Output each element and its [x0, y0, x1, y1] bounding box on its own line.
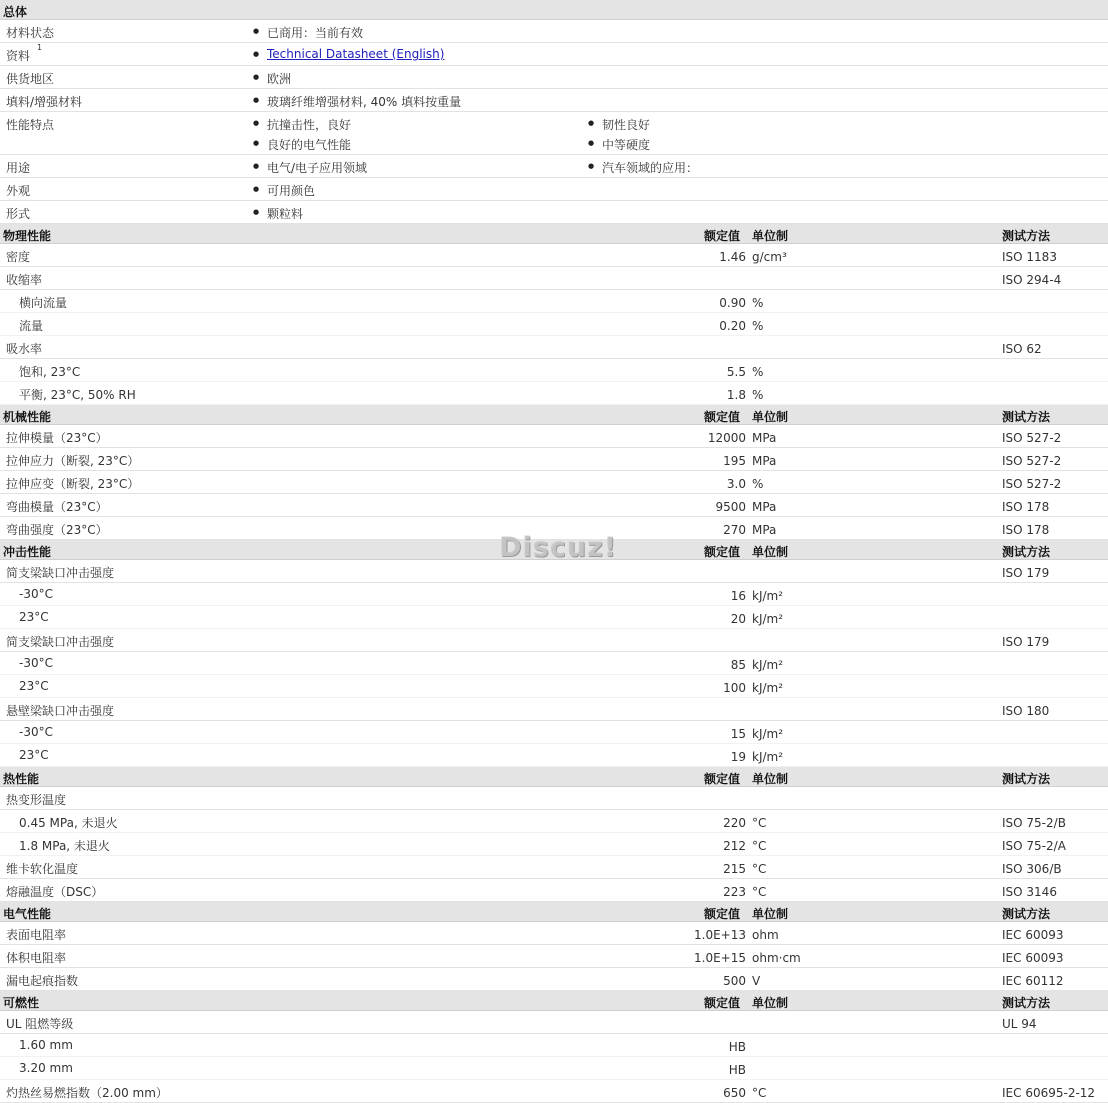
property-unit: kJ/m² [752, 750, 784, 764]
section-title: 电气性能 [3, 907, 52, 921]
property-label: 灼热丝易燃指数（2.00 mm） [6, 1086, 168, 1100]
property-label: 简支梁缺口冲击强度 [6, 566, 115, 580]
general-row [0, 20, 1108, 43]
property-row [0, 945, 1108, 968]
test-method: ISO 527-2 [1002, 431, 1062, 445]
property-unit: g/cm³ [752, 250, 787, 264]
property-unit: °C [752, 862, 767, 876]
header-method: 测试方法 [1002, 907, 1051, 921]
header-value: 额定值 [704, 772, 741, 786]
section-title: 可燃性 [3, 996, 40, 1010]
property-unit: % [752, 319, 764, 333]
property-row [0, 1034, 1108, 1057]
test-method: ISO 527-2 [1002, 477, 1062, 491]
property-unit: °C [752, 1086, 767, 1100]
test-method: IEC 60695-2-12 [1002, 1086, 1096, 1100]
section-title: 物理性能 [3, 229, 52, 243]
property-value: 1.46 [719, 250, 746, 264]
section-title: 机械性能 [3, 410, 52, 424]
test-method: IEC 60093 [1002, 951, 1064, 965]
property-label: -30°C [19, 725, 53, 739]
property-label: 收缩率 [6, 273, 43, 287]
property-label: 密度 [6, 250, 31, 264]
test-method: ISO 62 [1002, 342, 1042, 356]
general-value: ● 玻璃纤维增强材料, 40% 填料按重量 [267, 93, 461, 110]
general-row [0, 112, 1108, 155]
property-label: 3.20 mm [19, 1061, 73, 1075]
header-unit: 单位制 [752, 410, 789, 424]
section-header [0, 224, 1108, 244]
header-value: 额定值 [704, 996, 741, 1010]
section-header [0, 767, 1108, 787]
header-method: 测试方法 [1002, 996, 1051, 1010]
property-label: 表面电阻率 [6, 928, 67, 942]
general-label: 性能特点 [6, 118, 55, 132]
general-value: ● 汽车领域的应用： [602, 159, 698, 176]
property-value: 220 [723, 816, 746, 830]
header-method: 测试方法 [1002, 545, 1051, 559]
general-label: 用途 [6, 161, 31, 175]
header-method: 测试方法 [1002, 772, 1051, 786]
property-unit: kJ/m² [752, 658, 784, 672]
general-value: ● 欧洲 [267, 70, 291, 87]
test-method: ISO 3146 [1002, 885, 1057, 899]
property-value: 3.0 [726, 477, 746, 491]
property-row [0, 833, 1108, 856]
general-row [0, 89, 1108, 112]
property-row [0, 471, 1108, 494]
property-row [0, 583, 1108, 606]
test-method: ISO 306/B [1002, 862, 1062, 876]
general-value: ● 良好的电气性能 [267, 136, 351, 153]
property-row [0, 629, 1108, 652]
property-value: 223 [723, 885, 746, 899]
property-value: 1.8 [726, 388, 746, 402]
section-header [0, 0, 1108, 20]
general-label: 供货地区 [6, 72, 55, 86]
general-value: ● 韧性良好 [602, 116, 650, 133]
property-value: 9500 [715, 500, 746, 514]
property-unit: V [752, 974, 761, 988]
general-label: 外观 [6, 184, 31, 198]
property-value: 16 [730, 589, 746, 603]
property-label: 0.45 MPa, 未退火 [19, 816, 118, 830]
property-label: -30°C [19, 587, 53, 601]
property-label: 23°C [19, 610, 49, 624]
property-value: 100 [723, 681, 746, 695]
property-row [0, 744, 1108, 767]
property-value: HB [728, 1040, 746, 1054]
property-unit: kJ/m² [752, 589, 784, 603]
general-row [0, 155, 1108, 178]
general-row [0, 66, 1108, 89]
property-label: 拉伸模量（23°C） [6, 431, 108, 445]
general-value: ● 中等硬度 [602, 136, 650, 153]
property-row [0, 698, 1108, 721]
property-value: 0.20 [719, 319, 746, 333]
property-row [0, 1011, 1108, 1034]
property-label: 23°C [19, 679, 49, 693]
property-unit: ohm [752, 928, 779, 942]
property-label: 维卡软化温度 [6, 862, 79, 876]
test-method: ISO 294-4 [1002, 273, 1062, 287]
property-unit: kJ/m² [752, 727, 784, 741]
property-value: 15 [730, 727, 746, 741]
section-header [0, 405, 1108, 425]
property-row [0, 810, 1108, 833]
property-unit: °C [752, 816, 767, 830]
property-label: 1.60 mm [19, 1038, 73, 1052]
general-row [0, 201, 1108, 224]
property-value: 215 [723, 862, 746, 876]
property-unit: MPa [752, 431, 777, 445]
general-row [0, 43, 1108, 66]
property-value: 195 [723, 454, 746, 468]
property-row [0, 290, 1108, 313]
property-value: 19 [730, 750, 746, 764]
general-value: ● 电气/电子应用领域 [267, 159, 367, 176]
header-value: 额定值 [704, 410, 741, 424]
property-label: 简支梁缺口冲击强度 [6, 635, 115, 649]
property-value: 500 [723, 974, 746, 988]
property-value: 650 [723, 1086, 746, 1100]
property-label: 拉伸应力（断裂, 23°C） [6, 454, 140, 468]
property-value: 1.0E+15 [694, 951, 746, 965]
test-method: ISO 180 [1002, 704, 1050, 718]
property-unit: °C [752, 839, 767, 853]
header-value: 额定值 [704, 545, 741, 559]
test-method: UL 94 [1002, 1017, 1037, 1031]
test-method: ISO 178 [1002, 500, 1050, 514]
property-unit: MPa [752, 454, 777, 468]
header-value: 额定值 [704, 907, 741, 921]
property-row [0, 652, 1108, 675]
general-value: ● 可用颜色 [267, 182, 315, 199]
property-unit: % [752, 388, 764, 402]
section-title: 冲击性能 [3, 545, 52, 559]
property-value: 212 [723, 839, 746, 853]
property-value: 85 [730, 658, 746, 672]
property-label: 流量 [19, 319, 44, 333]
test-method: ISO 1183 [1002, 250, 1057, 264]
section-title: 热性能 [3, 772, 40, 786]
header-unit: 单位制 [752, 996, 789, 1010]
test-method: IEC 60093 [1002, 928, 1064, 942]
property-value: HB [728, 1063, 746, 1077]
section-header [0, 902, 1108, 922]
footnote-marker: 1 [37, 43, 43, 52]
property-row [0, 721, 1108, 744]
property-unit: ohm·cm [752, 951, 801, 965]
property-row [0, 968, 1108, 991]
property-value: 5.5 [726, 365, 746, 379]
property-value: 20 [730, 612, 746, 626]
property-unit: % [752, 296, 764, 310]
property-row [0, 1080, 1108, 1103]
property-label: UL 阻燃等级 [6, 1017, 74, 1031]
header-unit: 单位制 [752, 907, 789, 921]
general-value: ● 颗粒料 [267, 205, 303, 222]
property-label: -30°C [19, 656, 53, 670]
property-label: 悬壁梁缺口冲击强度 [6, 704, 115, 718]
property-value: 0.90 [719, 296, 746, 310]
property-value: 1.0E+13 [694, 928, 746, 942]
property-label: 漏电起痕指数 [6, 974, 79, 988]
property-label: 吸水率 [6, 342, 43, 356]
general-label: 形式 [6, 207, 31, 221]
general-label: 填料/增强材料 [6, 95, 83, 109]
watermark: Discuz! [499, 532, 617, 563]
property-value: 12000 [707, 431, 746, 445]
property-unit: °C [752, 885, 767, 899]
header-unit: 单位制 [752, 545, 789, 559]
property-row [0, 425, 1108, 448]
test-method: ISO 75-2/A [1002, 839, 1066, 853]
property-row [0, 1057, 1108, 1080]
property-unit: % [752, 477, 764, 491]
property-label: 熔融温度（DSC） [6, 885, 104, 899]
property-row [0, 494, 1108, 517]
datasheet-link[interactable]: ● Technical Datasheet (English) [267, 47, 444, 61]
property-unit: kJ/m² [752, 612, 784, 626]
property-label: 弯曲强度（23°C） [6, 523, 108, 537]
property-row [0, 922, 1108, 945]
header-value: 额定值 [704, 229, 741, 243]
property-row [0, 336, 1108, 359]
property-row [0, 606, 1108, 629]
property-row [0, 244, 1108, 267]
property-label: 平衡, 23°C, 50% RH [19, 388, 136, 402]
property-label: 横向流量 [19, 296, 68, 310]
general-value: ● 抗撞击性，良好 [267, 116, 351, 133]
general-row [0, 178, 1108, 201]
property-row [0, 359, 1108, 382]
property-unit: % [752, 365, 764, 379]
property-value: 270 [723, 523, 746, 537]
general-value: ● 已商用：当前有效 [267, 24, 363, 41]
test-method: ISO 178 [1002, 523, 1050, 537]
property-row [0, 382, 1108, 405]
property-label: 热变形温度 [6, 793, 67, 807]
header-method: 测试方法 [1002, 229, 1051, 243]
property-row [0, 787, 1108, 810]
property-label: 弯曲模量（23°C） [6, 500, 108, 514]
section-title: 总体 [3, 5, 28, 19]
property-row [0, 267, 1108, 290]
general-label: 资料 [6, 49, 31, 63]
property-row [0, 856, 1108, 879]
property-row [0, 560, 1108, 583]
property-label: 饱和, 23°C [19, 365, 81, 379]
property-label: 1.8 MPa, 未退火 [19, 839, 110, 853]
property-row [0, 879, 1108, 902]
test-method: IEC 60112 [1002, 974, 1064, 988]
test-method: ISO 75-2/B [1002, 816, 1066, 830]
property-row [0, 675, 1108, 698]
property-unit: MPa [752, 500, 777, 514]
test-method: ISO 179 [1002, 635, 1050, 649]
property-row [0, 448, 1108, 471]
property-label: 拉伸应变（断裂, 23°C） [6, 477, 140, 491]
property-unit: MPa [752, 523, 777, 537]
property-label: 23°C [19, 748, 49, 762]
property-row [0, 313, 1108, 336]
general-label: 材料状态 [6, 26, 55, 40]
header-method: 测试方法 [1002, 410, 1051, 424]
test-method: ISO 527-2 [1002, 454, 1062, 468]
header-unit: 单位制 [752, 772, 789, 786]
header-unit: 单位制 [752, 229, 789, 243]
property-label: 体积电阻率 [6, 951, 67, 965]
section-header [0, 991, 1108, 1011]
property-unit: kJ/m² [752, 681, 784, 695]
test-method: ISO 179 [1002, 566, 1050, 580]
